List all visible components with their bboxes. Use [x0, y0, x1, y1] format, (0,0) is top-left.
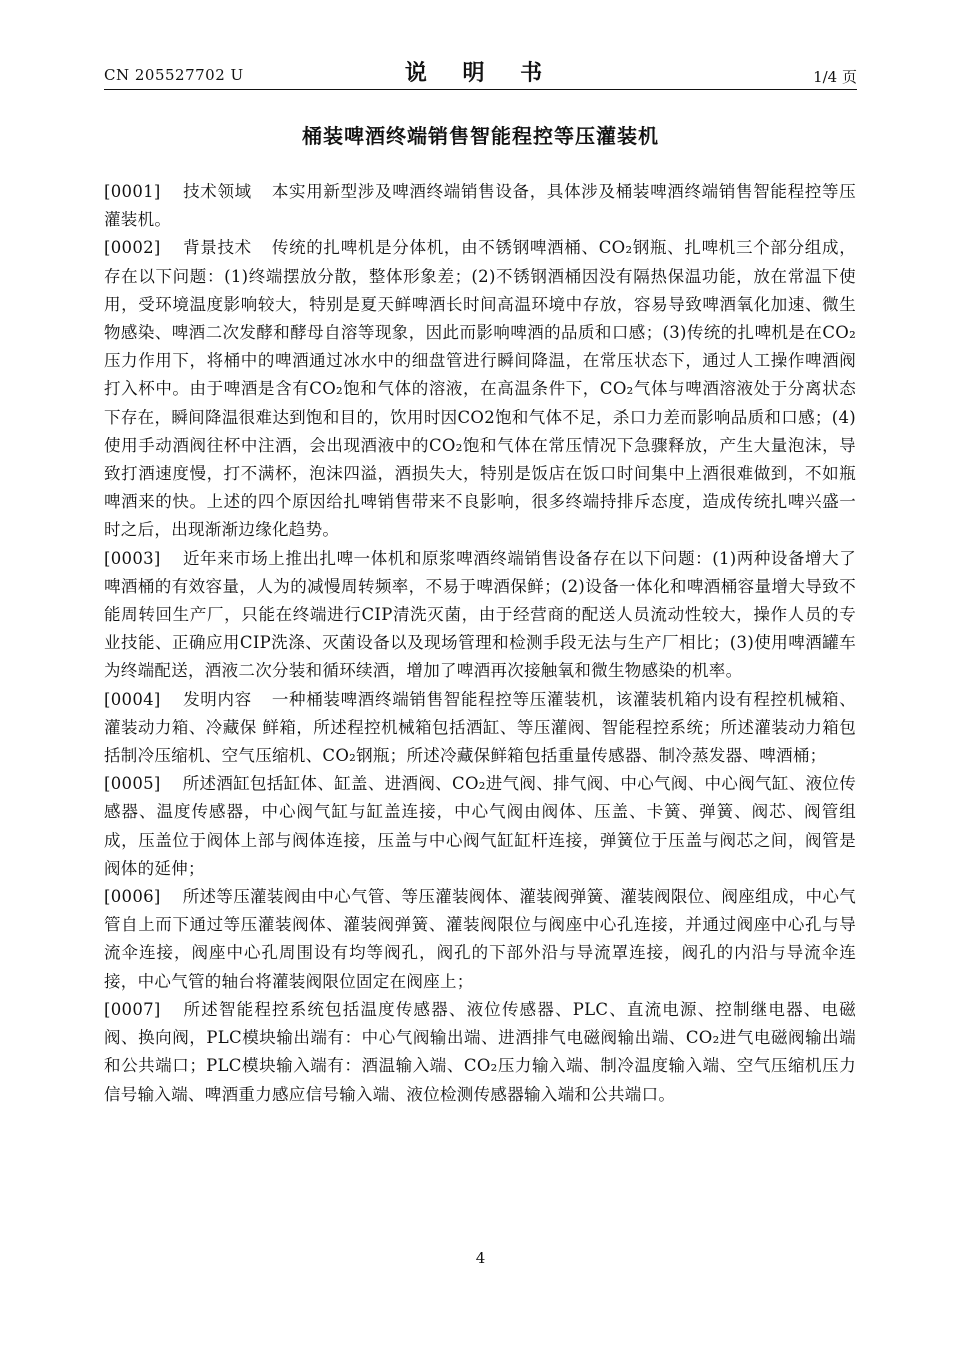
- paragraph-0006: [104, 883, 856, 996]
- paragraph-text: 所述等压灌装阀由中心气管、等压灌装阀体、灌装阀弹簧、灌装阀限位、阀座组成，中心气管自上而下通过等压灌装阀体、灌装阀弹簧、灌装阀限位与阀座中心孔连接，并通过阀座中心孔与导流伞连接，阀座中心孔周围设有均等阀孔，阀孔的下部外沿与导流罩连接，阀孔的内沿与导流伞连接，中心气管的轴台将灌装阀限位固定在阀座上；: [104, 887, 856, 991]
- paragraph-number: [0002]: [104, 238, 161, 258]
- header-page-info: 1/4 页: [813, 68, 857, 86]
- paragraph-0007: [104, 996, 856, 1109]
- paragraph-text: 所述酒缸包括缸体、缸盖、进酒阀、CO₂进气阀、排气阀、中心气阀、中心阀气缸、液位传感器、温度传感器，中心阀气缸与缸盖连接，中心气阀由阀体、压盖、卡簧、弹簧、阀芯、阀管组成，压盖位于阀体上部与阀体连接，压盖与中心阀气缸缸杆连接，弹簧位于压盖与阀芯之间，阀管是阀体的延伸；: [104, 774, 856, 878]
- paragraph-0005: [104, 770, 856, 883]
- paragraph-text: 近年来市场上推出扎啤一体机和原浆啤酒终端销售设备存在以下问题：(1)两种设备增大了啤酒桶的有效容量，人为的减慢周转频率，不易于啤酒保鲜；(2)设备一体化和啤酒桶容量增大导致不能周转回生产厂，只能在终端进行CIP清洗灭菌，由于经营商的配送人员流动性较大，操作人员的专业技能、正确应用CIP洗涤、灭菌设备以及现场管理和检测手段无法与生产厂相比；(3)使用啤酒罐车为终端配送，酒液二次分装和循环续酒，增加了啤酒再次接触氧和微生物感染的机率。: [104, 548, 856, 681]
- paragraph-0003: [104, 545, 856, 686]
- paragraph-number: [0004]: [104, 689, 161, 709]
- paragraph-text: 所述智能程控系统包括温度传感器、液位传感器、PLC、直流电源、控制继电器、电磁阀、换向阀，PLC模块输出端有：中心气阀输出端、进酒排气电磁阀输出端、CO₂进气电磁阀输出端和公共端口；PLC模块输入端有：酒温输入端、CO₂压力输入端、制冷温度输入端、空气压缩机压力信号输入端、啤酒重力感应信号输入端、液位检测传感器输入端和公共端口。: [104, 999, 856, 1104]
- paragraph-0004: [104, 686, 856, 771]
- document-title: 桶装啤酒终端销售智能程控等压灌装机: [302, 124, 659, 148]
- paragraph-number: [0005]: [104, 774, 161, 794]
- section-heading: 发明内容: [182, 689, 252, 709]
- paragraph-text: 传统的扎啤机是分体机，由不锈钢啤酒桶、CO₂钢瓶、扎啤机三个部分组成，存在以下问题：(1)终端摆放分散，整体形象差；(2)不锈钢酒桶因没有隔热保温功能，放在常温下使用，受环境温度影响较大，特别是夏天鲜啤酒长时间高温环境中存放，容易导致啤酒氧化加速、微生物感染、啤酒二次发酵和酵母自溶等现象，因此而影响啤酒的品质和口感；(3)传统的扎啤机是在CO₂压力作用下，将桶中的啤酒通过冰水中的细盘管进行瞬间降温，在常压状态下，通过人工操作啤酒阀打入杯中。由于啤酒是含有CO₂饱和气体的溶液，在高温条件下，CO₂气体与啤酒溶液处于分离状态下存在，瞬间降温很难达到饱和目的，饮用时因CO2饱和气体不足，杀口力差而影响品质和口感；(4)使用手动酒阀往杯中注酒，会出现酒液中的CO₂饱和气体在常压情况下急骤释放，产生大量泡沫，导致打酒速度慢，打不满杯，泡沫四溢，酒损失大，特别是饭店在饭口时间集中上酒很难做到，不如瓶啤酒来的快。上述的四个原因给扎啤销售带来不良影响，很多终端持排斥态度，造成传统扎啤兴盛一时之后，出现渐渐边缘化趋势。: [104, 238, 856, 540]
- paragraph-number: [0003]: [104, 548, 161, 568]
- paragraph-0001: [104, 178, 856, 234]
- paragraph-0002: [104, 234, 856, 544]
- section-heading: 技术领域: [182, 182, 252, 201]
- document-body: [104, 178, 856, 1109]
- paragraph-text: 一种桶装啤酒终端销售智能程控等压灌装机，该灌装机箱内设有程控机械箱、灌装动力箱、冷藏保 鲜箱，所述程控机械箱包括酒缸、等压灌阀、智能程控系统；所述灌装动力箱包括制冷压缩机、空气压缩机、CO₂钢瓶；所述冷藏保鲜箱包括重量传感器、制冷蒸发器、啤酒桶；: [104, 689, 857, 766]
- page-number: 4: [475, 1249, 486, 1267]
- header-doc-number: CN 205527702 U: [104, 66, 244, 84]
- header-rule: [104, 89, 857, 90]
- paragraph-text: 本实用新型涉及啤酒终端销售设备，具体涉及桶装啤酒终端销售智能程控等压灌装机。: [104, 182, 857, 230]
- header-doc-type: 说 明 书: [404, 60, 557, 86]
- section-heading: 背景技术: [182, 238, 252, 258]
- paragraph-number: [0001]: [104, 182, 161, 201]
- paragraph-number: [0006]: [104, 887, 161, 907]
- paragraph-number: [0007]: [104, 999, 161, 1019]
